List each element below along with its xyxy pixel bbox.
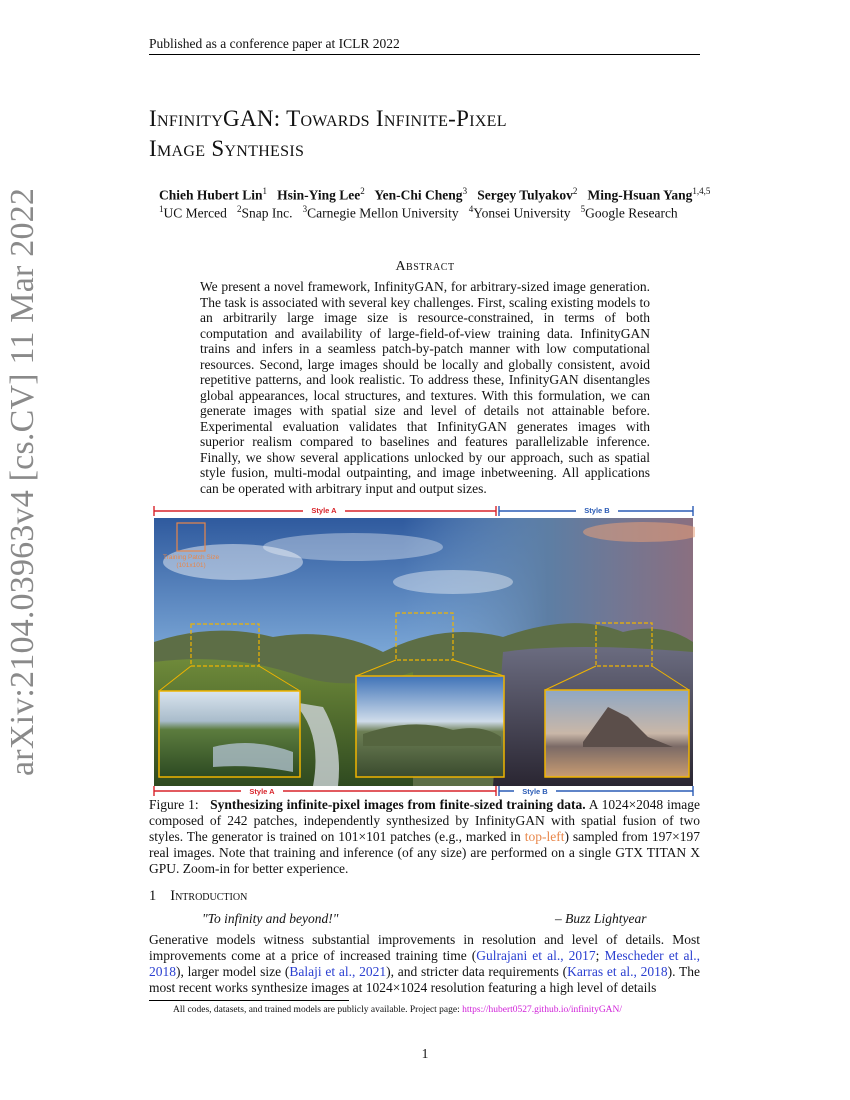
figure-caption: Figure 1: Synthesizing infinite-pixel images from finite-sized training data. A 1024×2048 image composed of 242 patches, independently synthesized by InfinityGAN with spatial fusion of two styles. The generator is trained on 101×101 patches (e.g., marked in top-left) sampled from 197×197 real images. Note that training and inference (of any size) are performed on a single GTX TITAN X GPU. Zoom-in for better experience. bbox=[149, 797, 701, 876]
author: Hsin-Ying Lee bbox=[277, 187, 361, 203]
style-a-top-label: Style A bbox=[311, 506, 337, 515]
footnote: All codes, datasets, and trained models are publicly available. Project page: https://hubert0527.github.io/infinityGAN/ bbox=[173, 1005, 623, 1015]
zoom-inset-2 bbox=[356, 676, 504, 777]
affiliation: Snap Inc. bbox=[241, 205, 293, 221]
citation-link[interactable]: Mescheder et al., 2018 bbox=[149, 948, 700, 979]
patch-size-label-line-1: Training Patch Size bbox=[162, 554, 220, 561]
style-b-bottom-bar bbox=[499, 786, 693, 796]
abstract-heading: Abstract bbox=[395, 259, 455, 274]
affiliation: UC Merced bbox=[163, 205, 227, 221]
zoom-inset-3 bbox=[545, 690, 689, 777]
author: Ming-Hsuan Yang bbox=[587, 187, 693, 203]
intro-paragraph: Generative models witness substantial improvements in resolution and level of details. Most improvements come at a price of increased training time (Gulrajani et al., 2017; Mescheder et al., 2018), larger model size (Balaji et al., 2021), and stricter data requirements (Karras et al., 2018). The most recent works synthesize images at 1024×1024 resolution featuring a high level of details bbox=[149, 932, 700, 995]
affiliation-list: $^1$UC Merced $^2$Snap Inc. $^3$Carnegie Mellon University $^4$Yonsei University $^5$Google Research bbox=[159, 204, 678, 221]
author: Yen-Chi Cheng bbox=[374, 187, 463, 203]
style-b-bottom-label: Style B bbox=[522, 787, 548, 796]
style-a-bottom-label: Style A bbox=[249, 787, 275, 796]
citation-link[interactable]: Balaji et al., 2021 bbox=[289, 964, 387, 979]
affiliation: Yonsei University bbox=[473, 205, 571, 221]
section-number: 1 bbox=[149, 888, 157, 904]
title-line-2: Image Synthesis bbox=[149, 136, 305, 161]
author-list: Chieh Hubert Lin$^1$ Hsin-Ying Lee$^2$ Yen-Chi Cheng$^3$ Sergey Tulyakov$^2$ Ming-Hsuan Yang$^{1,4,5}$ bbox=[159, 186, 711, 203]
style-a-bottom-bar bbox=[154, 786, 496, 796]
figure-1 bbox=[153, 502, 695, 797]
section-title: Introduction bbox=[170, 888, 248, 904]
affiliation: Google Research bbox=[585, 205, 678, 221]
caption-bold: Synthesizing infinite-pixel images from finite-sized training data. bbox=[210, 797, 586, 812]
author: Chieh Hubert Lin bbox=[159, 187, 263, 203]
affiliation: Carnegie Mellon University bbox=[307, 205, 459, 221]
caption-label: Figure 1: bbox=[149, 797, 199, 812]
paper-title bbox=[149, 104, 507, 164]
citation-link[interactable]: Gulrajani et al., 2017 bbox=[476, 948, 596, 963]
header-rule bbox=[149, 54, 700, 55]
epigraph-attribution: – Buzz Lightyear bbox=[555, 911, 647, 926]
section-heading bbox=[149, 888, 247, 905]
style-b-top-bar bbox=[499, 505, 693, 516]
title-line-1: InfinityGAN: Towards Infinite-Pixel bbox=[149, 106, 507, 131]
caption-accent-text: top-left bbox=[524, 829, 565, 844]
footnote-rule bbox=[149, 1000, 349, 1001]
arxiv-stamp: arXiv:2104.03963v4 [cs.CV] 11 Mar 2022 bbox=[4, 187, 41, 776]
abstract-text: We present a novel framework, InfinityGAN, for arbitrary-sized image generation. The task is associated with several key challenges. First, scaling existing models to an arbitrarily large image size is resource-constrained, in terms of both computation and availability of large-field-of-view training data. InfinityGAN trains and infers in a seamless patch-by-patch manner with low computational resources. Second, large images should be locally and globally consistent, avoid repetitive patterns, and look realistic. To address these, InfinityGAN disentangles global appearances, local structures, and textures. With this formulation, we can generate images with spatial size and level of details not attainable before. Experimental evaluation validates that InfinityGAN generates images with superior realism compared to baselines and features parallelizable inference. Finally, we show several applications unlocked by our approach, such as spatial style fusion, multi-modal outpainting, and image inbetweening. All applications can be operated with arbitrary input and output sizes. bbox=[200, 279, 650, 496]
running-header: Published as a conference paper at ICLR 2022 bbox=[149, 36, 400, 51]
author: Sergey Tulyakov bbox=[477, 187, 573, 203]
zoom-inset-1 bbox=[159, 691, 300, 777]
page-number: 1 bbox=[421, 1046, 429, 1061]
style-b-top-label: Style B bbox=[584, 506, 610, 515]
epigraph-quote: "To infinity and beyond!" bbox=[202, 911, 339, 926]
citation-link[interactable]: Karras et al., 2018 bbox=[567, 964, 668, 979]
project-page-link[interactable]: https://hubert0527.github.io/infinityGAN/ bbox=[462, 1005, 623, 1015]
style-a-top-bar bbox=[154, 505, 496, 516]
patch-size-label-line-2: (101x101) bbox=[176, 562, 206, 569]
